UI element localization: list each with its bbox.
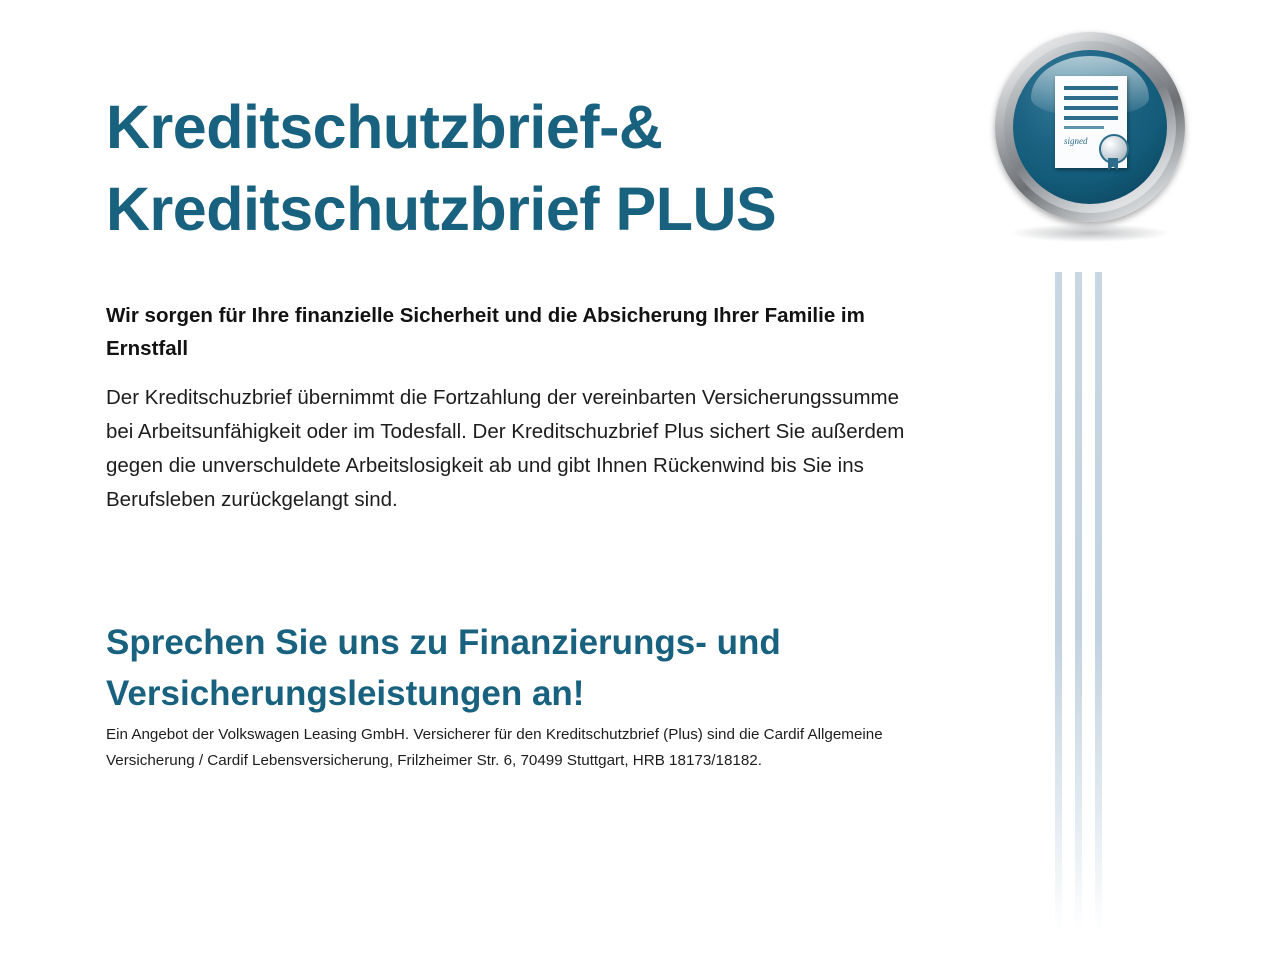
ribbon-seal-icon [1099,134,1129,164]
headline-line-2: Kreditschutzbrief PLUS [106,174,777,243]
decorative-stripes [1055,272,1125,932]
document-line [1064,126,1104,129]
document-line [1064,106,1118,110]
certificate-seal-icon [995,32,1195,247]
document-line [1064,86,1118,90]
seal-drop-shadow [1011,224,1169,242]
body-paragraph: Der Kreditschuzbrief übernimmt die Fortzahlung der vereinbarten Versicherungssumme bei Arbeitsunfähigkeit oder im Todesfall. Der Kreditschuzbrief Plus sichert Sie außerdem gegen die unverschuldete Arbeitslosigkeit ab und gibt Ihnen Rückenwind bis Sie ins Berufsleben zurückgelangt sind. [106,385,905,511]
signature-text: signed [1064,136,1088,146]
page-title [106,87,966,250]
document-icon [1055,76,1127,168]
seal-inner-disc [1013,50,1167,204]
subheadline: Wir sorgen für Ihre finanzielle Sicherheit und die Absicherung Ihrer Familie im Ernstfall [106,303,865,360]
headline-line-1: Kreditschutzbrief-& [106,92,663,161]
document-line [1064,116,1118,120]
stripe-1 [1055,272,1062,932]
legal-disclaimer: Ein Angebot der Volkswagen Leasing GmbH. Versicherer für den Kreditschutzbrief (Plus) sind die Cardif Allgemeine Versicherung / Cardif Lebensversicherung, Frilzheimer Str. 6, 70499 Stuttgart, HRB 18173/18182. [106,726,883,770]
document-line [1064,96,1118,100]
call-to-action: Sprechen Sie uns zu Finanzierungs- und Versicherungsleistungen an! [106,623,781,714]
stripe-2 [1075,272,1082,932]
stripe-3 [1095,272,1102,932]
